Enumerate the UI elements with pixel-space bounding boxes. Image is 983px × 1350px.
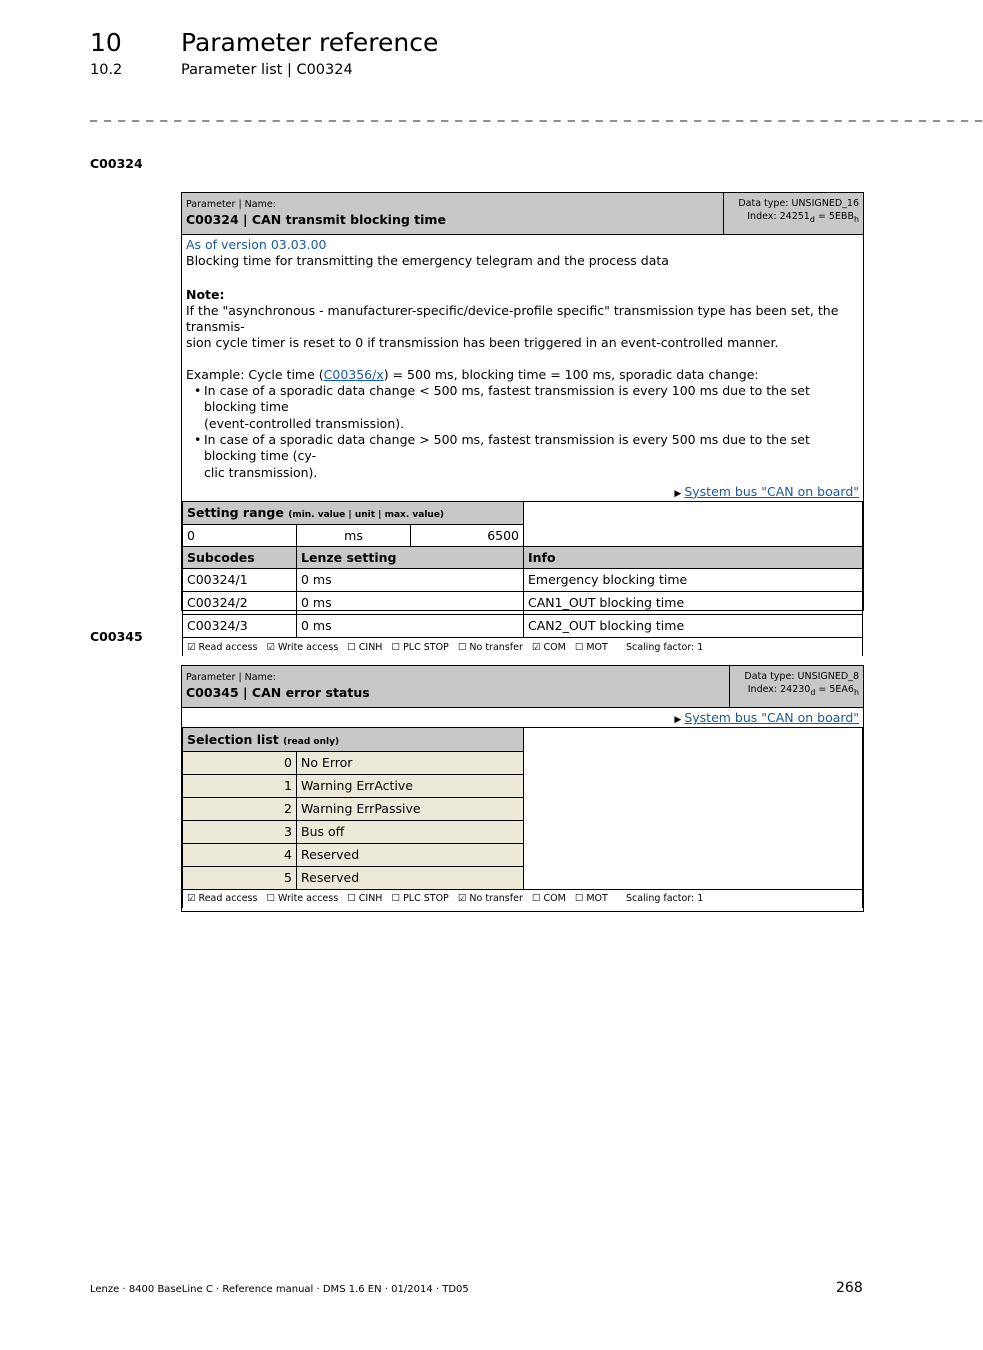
- selection-label: Bus off: [297, 820, 524, 843]
- selection-label: No Error: [297, 751, 524, 774]
- lenze-setting: 0 ms: [297, 591, 524, 614]
- selection-label: Warning ErrActive: [297, 774, 524, 797]
- info: Emergency blocking time: [524, 568, 863, 591]
- parameter-label: Parameter | Name:: [186, 199, 276, 210]
- index: Index: $24230_d = 5EA6_h$: [747, 683, 859, 697]
- parameter-description: [182, 235, 863, 484]
- description-text: Blocking time for transmitting the emergency telegram and the process data: [186, 253, 669, 269]
- selection-label: Reserved: [297, 866, 524, 889]
- parameter-heading-c00345: C00345: [90, 629, 143, 644]
- selection-value: 2: [183, 797, 297, 820]
- section-title: Parameter list | C00324: [181, 62, 353, 78]
- c00356-link[interactable]: C00356/x: [323, 366, 384, 382]
- subcode: C00324/1: [183, 568, 297, 591]
- document-footer: Lenze · 8400 BaseLine C · Reference manual · DMS 1.6 EN · 01/2014 · TD05: [90, 1284, 469, 1295]
- column-header-lenze-setting: Lenze setting: [297, 546, 524, 568]
- subcode: C00324/3: [183, 614, 297, 637]
- selection-value: 1: [183, 774, 297, 797]
- page-number: 268: [836, 1280, 863, 1296]
- parameter-box-c00324: [181, 192, 864, 653]
- empty-cell: [524, 728, 863, 889]
- lenze-setting: 0 ms: [297, 614, 524, 637]
- chapter-title: Parameter reference: [181, 28, 439, 57]
- table-row: [183, 568, 863, 591]
- index: Index: $24251_d = 5EBB_h$: [747, 210, 859, 224]
- access-flags-row: [183, 637, 863, 656]
- selection-value: 5: [183, 866, 297, 889]
- parameter-header: [182, 666, 863, 708]
- system-bus-link[interactable]: System bus "CAN on board": [684, 710, 859, 725]
- selection-value: 4: [183, 843, 297, 866]
- selection-label: Warning ErrPassive: [297, 797, 524, 820]
- note-line: If the "asynchronous - manufacturer-specific/device-profile specific" transmission type has been set, the transmis-: [186, 302, 839, 335]
- access-flags: ☑ Read access ☑ Write access ☐ CINH ☐ PLC STOP ☐ No transfer ☑ COM ☐ MOT Scaling factor: 1: [183, 637, 863, 656]
- note-line: sion cycle timer is reset to 0 if transmission has been triggered in an event-controlled manner.: [186, 335, 779, 351]
- chapter-number: 10: [90, 28, 122, 57]
- selection-label: Reserved: [297, 843, 524, 866]
- parameter-heading-c00324: C00324: [90, 156, 143, 171]
- parameter-name: C00324 | CAN transmit blocking time: [186, 212, 446, 227]
- selection-value: 3: [183, 820, 297, 843]
- system-bus-link-row: [182, 708, 863, 728]
- parameter-name: C00345 | CAN error status: [186, 685, 370, 700]
- table-row: [183, 614, 863, 637]
- version-note: As of version 03.03.00: [186, 237, 327, 252]
- setting-range-header: Setting range (min. value | unit | max. value): [183, 501, 524, 524]
- bullet-item: • In case of a sporadic data change > 500 ms, fastest transmission is every 500 ms due to the set blocking time (cy- clic transmission).: [194, 431, 810, 480]
- empty-cell: [524, 501, 863, 546]
- info: CAN2_OUT blocking time: [524, 614, 863, 637]
- lenze-setting: 0 ms: [297, 568, 524, 591]
- range-unit: ms: [297, 524, 411, 546]
- data-type-block: [723, 193, 863, 234]
- header-divider: _ _ _ _ _ _ _ _ _ _ _ _ _ _ _ _ _ _ _ _ _ _ _ _ _ _ _ _ _ _ _ _ _ _ _ _ _ _ _ _ _ _ _ _ _ _ _ _ _ _ _ _ _ _ _ _ _ _ _ _ _ _ _ _: [90, 106, 983, 122]
- parameter-box-c00345: [181, 665, 864, 912]
- access-flags: ☑ Read access ☐ Write access ☐ CINH ☐ PLC STOP ☑ No transfer ☐ COM ☐ MOT Scaling factor: 1: [183, 889, 863, 908]
- table-row: [183, 591, 863, 614]
- example-text: Example: Cycle time (C00356/x) = 500 ms, blocking time = 100 ms, sporadic data change:: [186, 366, 759, 382]
- data-type: Data type: UNSIGNED_16: [738, 198, 859, 209]
- range-min: 0: [183, 524, 297, 546]
- note-label: Note:: [186, 286, 225, 302]
- setting-table: [182, 501, 863, 657]
- selection-value: 0: [183, 751, 297, 774]
- data-type-block: [729, 666, 863, 707]
- access-flags-row: [183, 889, 863, 908]
- parameter-label: Parameter | Name:: [186, 672, 276, 683]
- selection-table: [182, 728, 863, 908]
- data-type: Data type: UNSIGNED_8: [744, 671, 859, 682]
- triangle-right-icon: ▶: [674, 715, 682, 725]
- selection-list-header: Selection list (read only): [183, 728, 524, 751]
- bullet-item: • In case of a sporadic data change < 500 ms, fastest transmission is every 100 ms due to the set blocking time (event-controlled transmission).: [194, 383, 810, 431]
- column-header-info: Info: [524, 546, 863, 568]
- section-number: 10.2: [90, 62, 123, 78]
- parameter-header: [182, 193, 863, 235]
- subcode: C00324/2: [183, 591, 297, 614]
- column-header-subcodes: Subcodes: [183, 546, 297, 568]
- range-max: 6500: [411, 524, 524, 546]
- system-bus-link[interactable]: System bus "CAN on board": [684, 483, 859, 499]
- info: CAN1_OUT blocking time: [524, 591, 863, 614]
- triangle-right-icon: ▶: [674, 488, 682, 499]
- system-bus-link-row: [182, 484, 863, 501]
